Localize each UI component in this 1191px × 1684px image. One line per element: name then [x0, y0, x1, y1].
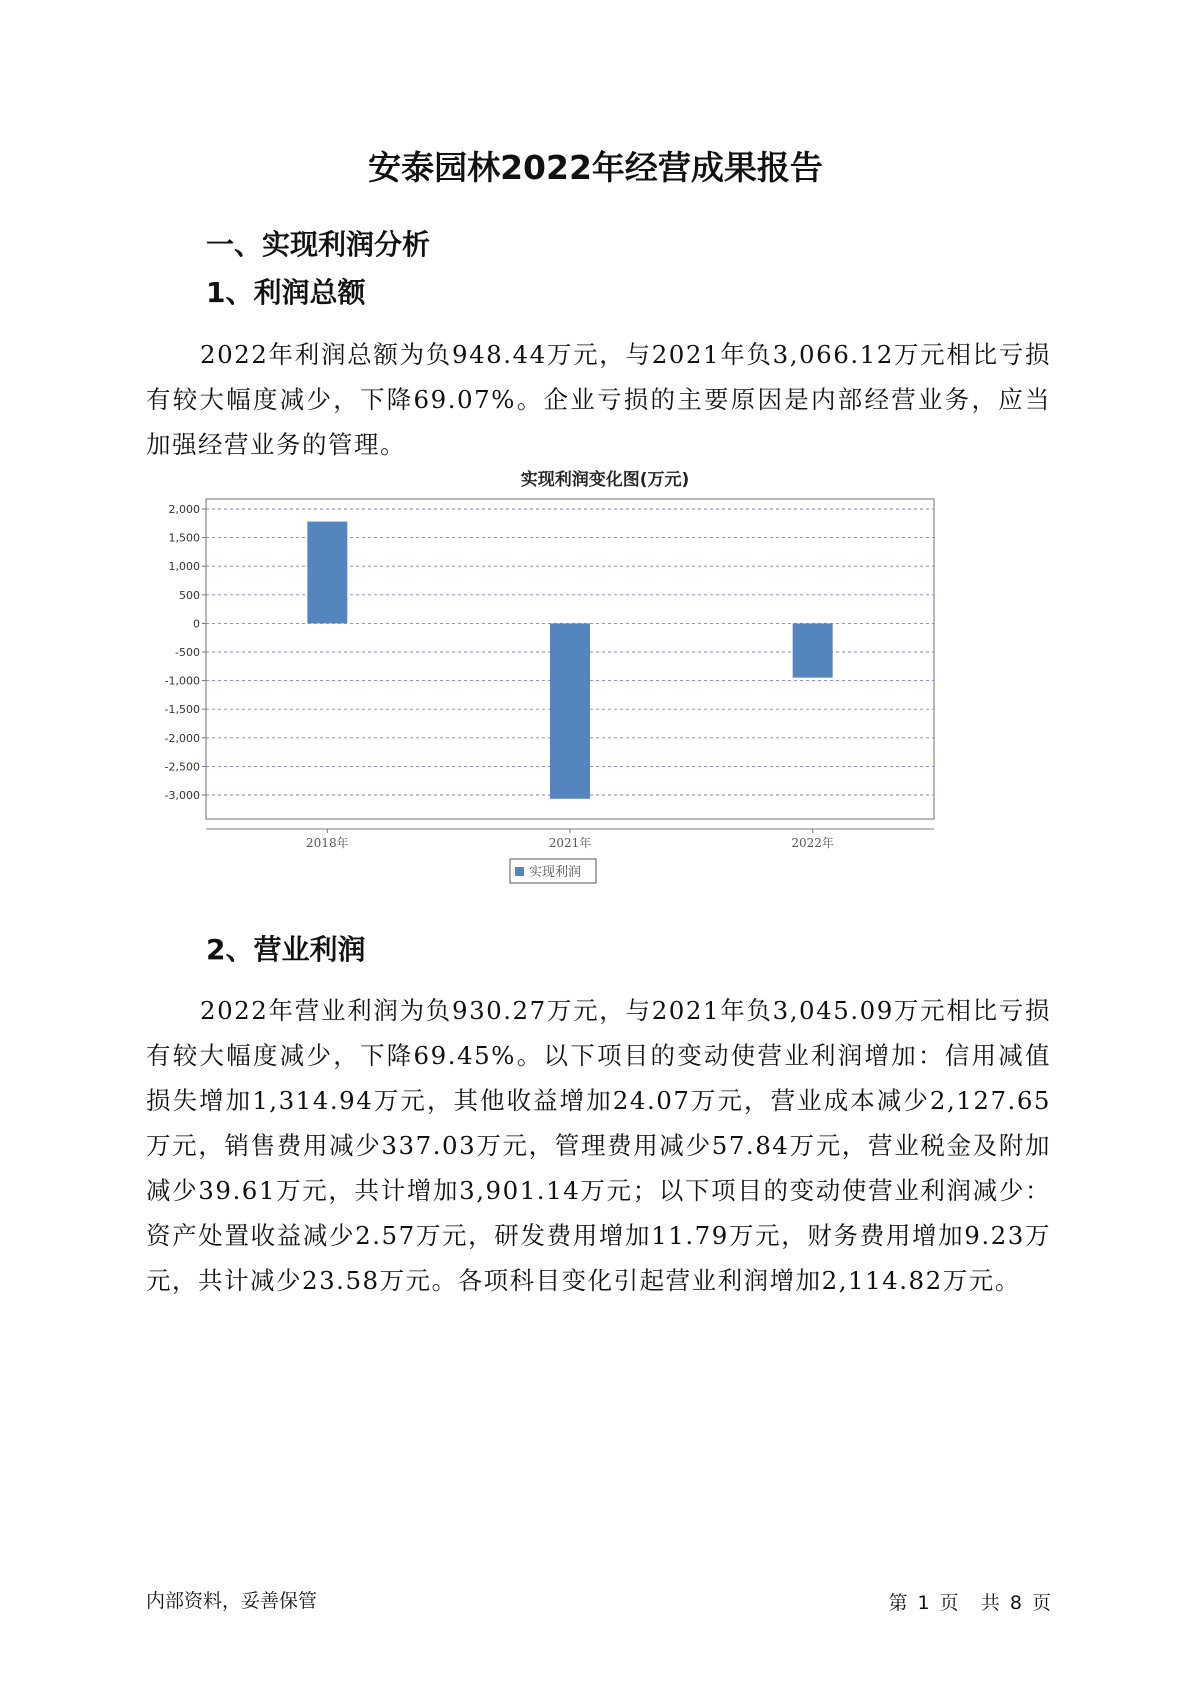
y-tick-label: 500: [179, 588, 200, 602]
subsection-heading-operating-profit: 2、营业利润: [206, 933, 366, 966]
y-tick-label: -2,000: [164, 731, 200, 745]
y-tick-label: -2,500: [164, 760, 200, 774]
y-tick-label: -3,000: [164, 789, 200, 802]
y-tick-label: -1,000: [164, 674, 200, 688]
chart-x-ticks: [306, 829, 834, 850]
footer-confidential-note: 内部资料，妥善保管: [146, 1590, 318, 1612]
x-tick-label: 2021年: [548, 836, 592, 850]
chart-svg: [150, 455, 1050, 915]
page-prefix: 第: [888, 1592, 908, 1614]
total-unit: 页: [1031, 1592, 1051, 1614]
total-prefix: 共: [980, 1592, 1000, 1614]
chart-y-ticks: [165, 503, 206, 802]
bar-2022年: [793, 623, 833, 677]
y-tick-label: 2,000: [168, 503, 200, 516]
legend-label: 实现利润: [529, 865, 582, 880]
footer-page-number: [886, 1588, 1053, 1615]
page-unit: 页: [939, 1592, 959, 1614]
page-num: 1: [917, 1592, 930, 1614]
paragraph-operating-profit: 2022年营业利润为负930.27万元，与2021年负3,045.09万元相比亏损有较大幅度减少，下降69.45%。以下项目的变动使营业利润增加：信用减值损失增加1,314.94万元，其他收益增加24.07万元，营业成本减少2,127.65万元，销售费用减少337.03万元，管理费用减少57.84万元，营业税金及附加减少39.61万元，共计增加3,901.14万元；以下项目的变动使营业利润减少：资产处置收益减少2.57万元，研发费用增加11.79万元，财务费用增加9.23万元，共计减少23.58万元。各项科目变化引起营业利润增加2,114.82万元。: [146, 996, 1051, 1295]
y-tick-label: 0: [193, 617, 200, 631]
y-tick-label: 1,500: [168, 531, 200, 545]
page-title: 安泰园林2022年经营成果报告: [368, 148, 823, 187]
y-tick-label: -500: [175, 646, 200, 659]
bar-2021年: [550, 623, 590, 798]
x-tick-label: 2018年: [306, 836, 349, 850]
y-tick-label: 1,000: [168, 560, 200, 574]
bar-2018年: [307, 522, 347, 624]
paragraph-total-profit: 2022年利润总额为负948.44万元，与2021年负3,066.12万元相比亏损有较大幅度减少，下降69.07%。企业亏损的主要原因是内部经营业务，应当加强经营业务的管理。: [146, 340, 1051, 459]
y-tick-label: -1,500: [164, 703, 200, 717]
x-tick-label: 2022年: [791, 836, 834, 850]
section-heading-profit-analysis: 一、实现利润分析: [206, 228, 431, 261]
subsection-heading-total-profit: 1、利润总额: [206, 276, 366, 309]
legend-swatch: [515, 867, 524, 876]
chart-legend: [510, 859, 596, 883]
profit-bar-chart: [150, 455, 1050, 915]
chart-title: 实现利润变化图(万元): [520, 470, 690, 490]
total-num: 8: [1009, 1592, 1022, 1614]
